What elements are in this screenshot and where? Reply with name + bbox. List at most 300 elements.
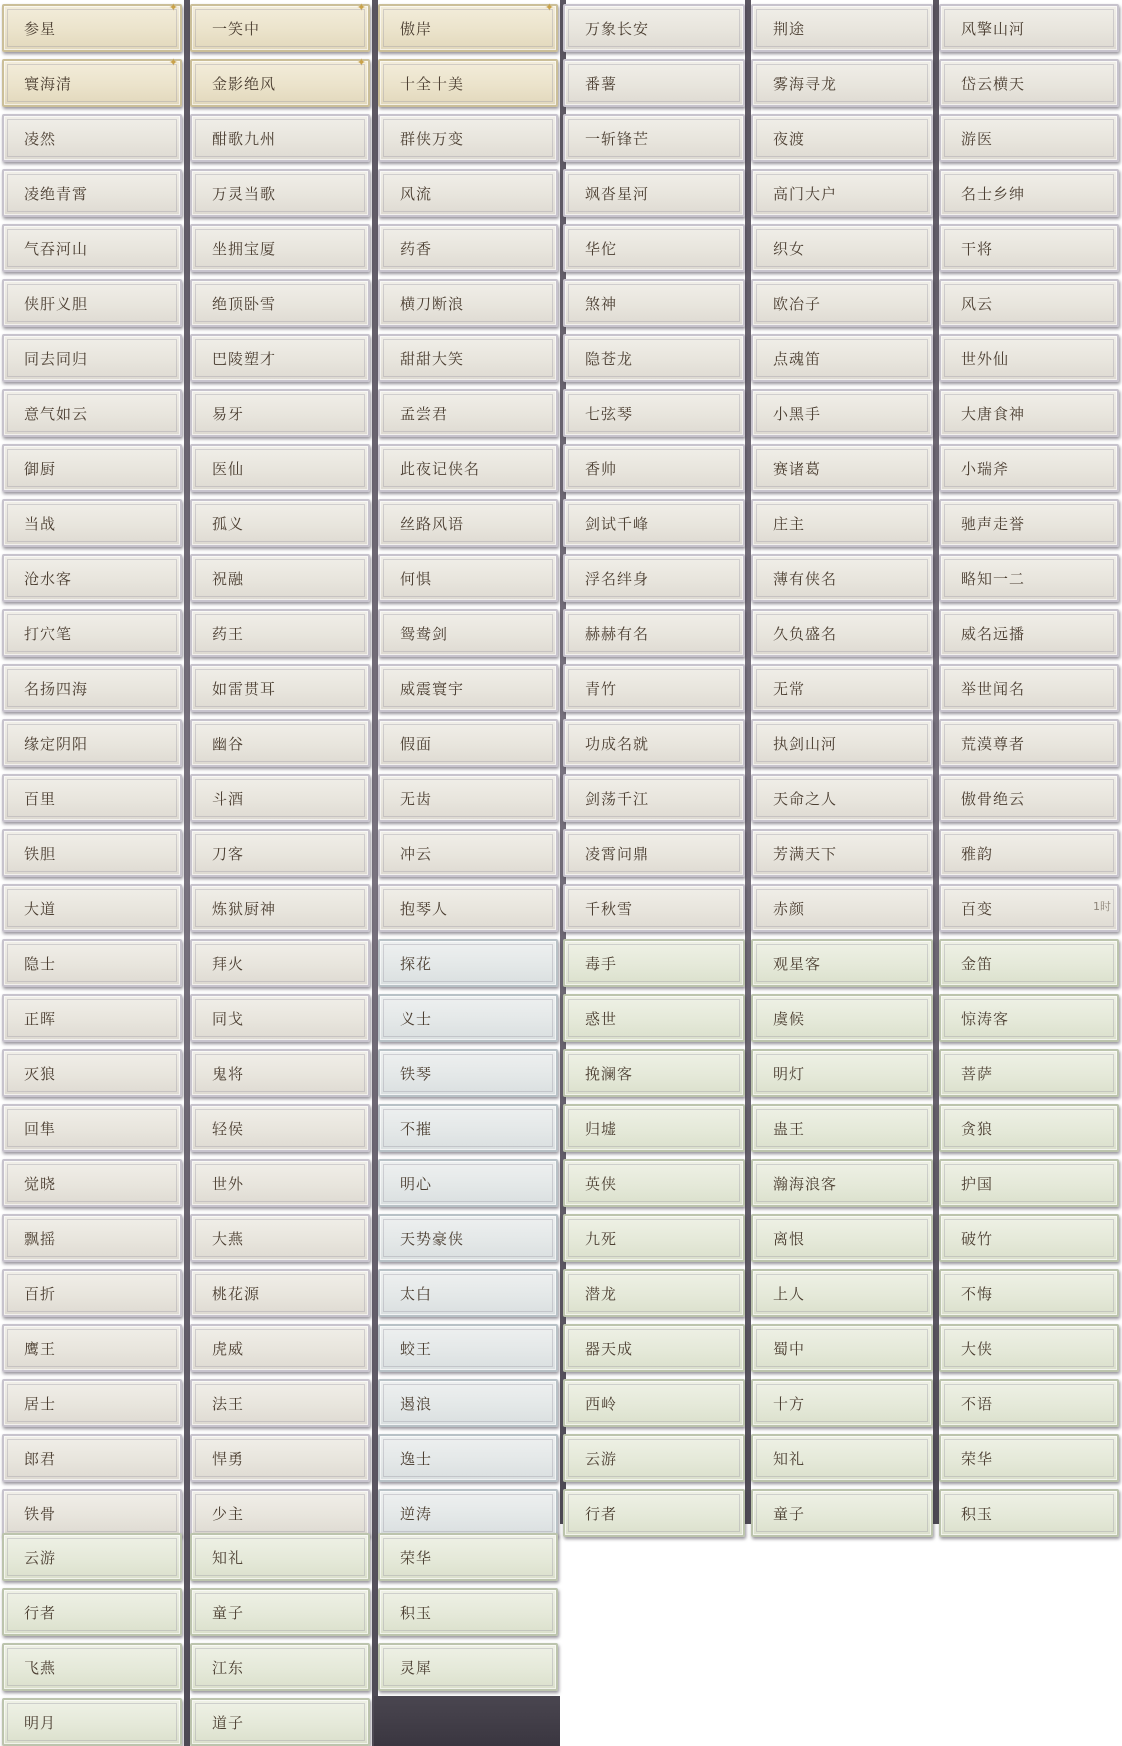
title-tile[interactable]: [751, 444, 933, 492]
title-label: 观星客: [773, 954, 822, 973]
title-tile[interactable]: [2, 1, 182, 52]
title-tile[interactable]: [2, 444, 182, 492]
title-label: 干将: [961, 239, 994, 258]
title-tile[interactable]: [2, 56, 182, 107]
title-tile[interactable]: [563, 1214, 745, 1262]
title-tile[interactable]: [190, 499, 370, 547]
title-label: 大侠: [961, 1339, 994, 1358]
title-tile[interactable]: [2, 994, 182, 1042]
title-label: 刀客: [212, 844, 245, 863]
title-label: 蜀中: [773, 1339, 806, 1358]
star-icon: ✦: [168, 56, 178, 69]
title-tile[interactable]: [378, 1588, 558, 1636]
title-label: 童子: [212, 1603, 245, 1622]
title-label: 道子: [212, 1713, 245, 1732]
title-label: 七弦琴: [585, 404, 634, 423]
title-label: 鸳鸯剑: [400, 624, 449, 643]
title-tile[interactable]: [2, 499, 182, 547]
title-label: 世外: [212, 1174, 245, 1193]
title-label: 傲骨绝云: [961, 789, 1026, 808]
title-tile[interactable]: [378, 884, 558, 932]
title-label: 驰声走誉: [961, 514, 1026, 533]
title-tile[interactable]: [751, 664, 933, 712]
title-label: 雅韵: [961, 844, 994, 863]
title-label: 点魂笛: [773, 349, 822, 368]
title-tile[interactable]: [939, 1324, 1119, 1372]
title-tile[interactable]: [2, 664, 182, 712]
title-tile[interactable]: [563, 114, 745, 162]
title-label: 药香: [400, 239, 433, 258]
title-tile[interactable]: [378, 664, 558, 712]
title-tile[interactable]: [2, 224, 182, 272]
title-tile[interactable]: [939, 444, 1119, 492]
title-label: 孤义: [212, 514, 245, 533]
title-tile[interactable]: [378, 609, 558, 657]
title-label: 觉晓: [24, 1174, 57, 1193]
title-tile[interactable]: [563, 554, 745, 602]
title-label: 灭狼: [24, 1064, 57, 1083]
title-tile[interactable]: [563, 444, 745, 492]
title-label: 桃花源: [212, 1284, 261, 1303]
title-label: 十全十美: [400, 74, 465, 93]
title-label: 酣歌九州: [212, 129, 277, 148]
title-label: 蛊王: [773, 1119, 806, 1138]
title-label: 夜渡: [773, 129, 806, 148]
title-tile[interactable]: [378, 1049, 558, 1097]
title-tile[interactable]: [563, 169, 745, 217]
title-tile[interactable]: [378, 1324, 558, 1372]
title-tile[interactable]: [378, 1533, 558, 1581]
title-tile[interactable]: [751, 994, 933, 1042]
title-label: 虞候: [773, 1009, 806, 1028]
title-tile[interactable]: [190, 664, 370, 712]
title-tile[interactable]: [939, 1214, 1119, 1262]
star-icon: ✦: [544, 1, 554, 14]
title-label: 华佗: [585, 239, 618, 258]
title-label: 剑荡千江: [585, 789, 650, 808]
title-tile[interactable]: [751, 389, 933, 437]
title-tile[interactable]: [378, 59, 558, 107]
title-tile[interactable]: [751, 1214, 933, 1262]
title-label: 易牙: [212, 404, 245, 423]
title-label: 沧水客: [24, 569, 73, 588]
title-label: 冲云: [400, 844, 433, 863]
title-tile[interactable]: [2, 169, 182, 217]
title-label: 芳满天下: [773, 844, 838, 863]
title-tile[interactable]: [2, 1643, 182, 1691]
title-label: 气吞河山: [24, 239, 89, 258]
title-tile[interactable]: [751, 1434, 933, 1482]
title-tile[interactable]: [939, 1049, 1119, 1097]
title-tile[interactable]: [2, 774, 182, 822]
title-tile[interactable]: [939, 719, 1119, 767]
title-tile[interactable]: [378, 1643, 558, 1691]
title-tile[interactable]: [190, 609, 370, 657]
title-tile[interactable]: [2, 609, 182, 657]
title-tile[interactable]: [751, 169, 933, 217]
title-label: 云游: [585, 1449, 618, 1468]
title-label: 挽澜客: [585, 1064, 634, 1083]
title-label: 坐拥宝厦: [212, 239, 277, 258]
title-tile[interactable]: [563, 884, 745, 932]
title-label: 一笑中: [212, 19, 261, 38]
title-tile[interactable]: [2, 279, 182, 327]
title-tile[interactable]: [378, 774, 558, 822]
title-tile[interactable]: [751, 939, 933, 987]
title-label: 万灵当歌: [212, 184, 277, 203]
title-label: 百里: [24, 789, 57, 808]
title-tile[interactable]: [190, 1, 370, 52]
title-label: 飒沓星河: [585, 184, 650, 203]
title-tile[interactable]: [190, 1049, 370, 1097]
title-label: 祝融: [212, 569, 245, 588]
title-label: 赛诸葛: [773, 459, 822, 478]
title-label: 剑试千峰: [585, 514, 650, 533]
title-tile[interactable]: [563, 334, 745, 382]
title-label: 功成名就: [585, 734, 650, 753]
title-tile[interactable]: [190, 389, 370, 437]
title-tile[interactable]: [939, 1269, 1119, 1317]
title-tile[interactable]: [751, 279, 933, 327]
title-tile[interactable]: [190, 444, 370, 492]
title-tile[interactable]: [563, 1049, 745, 1097]
title-label: 高门大户: [773, 184, 838, 203]
title-tile[interactable]: [751, 1269, 933, 1317]
title-tile[interactable]: [751, 59, 933, 107]
title-tile[interactable]: [751, 334, 933, 382]
title-tile[interactable]: [190, 1214, 370, 1262]
title-tile[interactable]: [2, 1159, 182, 1207]
title-tile[interactable]: [190, 1104, 370, 1152]
title-tile[interactable]: [751, 1489, 933, 1537]
title-tile[interactable]: [939, 994, 1119, 1042]
title-label: 孟尝君: [400, 404, 449, 423]
title-tile[interactable]: [190, 1643, 370, 1691]
title-label: 番薯: [585, 74, 618, 93]
title-tile[interactable]: [378, 114, 558, 162]
title-tile[interactable]: [563, 499, 745, 547]
title-tile[interactable]: [563, 719, 745, 767]
title-tile[interactable]: [563, 389, 745, 437]
title-tile[interactable]: [190, 939, 370, 987]
title-tile[interactable]: [939, 884, 1119, 932]
title-tile[interactable]: [563, 1489, 745, 1537]
title-label: 天势豪侠: [400, 1229, 465, 1248]
title-tile[interactable]: [190, 884, 370, 932]
title-tile[interactable]: [378, 499, 558, 547]
title-tile[interactable]: [751, 829, 933, 877]
title-tile[interactable]: [563, 59, 745, 107]
title-tile[interactable]: [378, 334, 558, 382]
title-tile[interactable]: [2, 334, 182, 382]
star-icon: ✦: [356, 1, 366, 14]
title-label: 幽谷: [212, 734, 245, 753]
title-tile[interactable]: [939, 774, 1119, 822]
title-tile[interactable]: [751, 499, 933, 547]
title-tile[interactable]: [563, 939, 745, 987]
title-label: 郎君: [24, 1449, 57, 1468]
title-label: 轻侯: [212, 1119, 245, 1138]
title-label: 太白: [400, 1284, 433, 1303]
title-tile[interactable]: [378, 1489, 558, 1537]
title-tile[interactable]: [378, 1159, 558, 1207]
title-label: 名扬四海: [24, 679, 89, 698]
title-label: 铁琴: [400, 1064, 433, 1083]
title-tile[interactable]: [190, 1434, 370, 1482]
title-tile[interactable]: [751, 1324, 933, 1372]
title-tile[interactable]: [751, 1104, 933, 1152]
title-tile[interactable]: [939, 1379, 1119, 1427]
title-label: 炼狱厨神: [212, 899, 277, 918]
title-label: 同戈: [212, 1009, 245, 1028]
title-tile[interactable]: [939, 554, 1119, 602]
title-label: 童子: [773, 1504, 806, 1523]
title-tile[interactable]: [378, 1434, 558, 1482]
title-label: 百折: [24, 1284, 57, 1303]
title-tile[interactable]: [751, 1159, 933, 1207]
title-label: 知礼: [773, 1449, 806, 1468]
title-label: 万象长安: [585, 19, 650, 38]
title-tile[interactable]: [190, 56, 370, 107]
title-tile[interactable]: [751, 1379, 933, 1427]
title-label: 拜火: [212, 954, 245, 973]
title-tile[interactable]: [190, 1324, 370, 1372]
title-tile[interactable]: [2, 829, 182, 877]
title-tile[interactable]: [939, 224, 1119, 272]
title-tile[interactable]: [190, 1379, 370, 1427]
title-tile[interactable]: [2, 1533, 182, 1581]
title-label: 法王: [212, 1394, 245, 1413]
title-label: 庄主: [773, 514, 806, 533]
title-tile[interactable]: [939, 334, 1119, 382]
title-tile[interactable]: [190, 1489, 370, 1537]
title-tile[interactable]: [378, 829, 558, 877]
title-label: 荒漠尊者: [961, 734, 1026, 753]
title-label: 游医: [961, 129, 994, 148]
title-label: 无常: [773, 679, 806, 698]
title-label: 小黑手: [773, 404, 822, 423]
title-tile[interactable]: [563, 829, 745, 877]
title-label: 归墟: [585, 1119, 618, 1138]
title-label: 雾海寻龙: [773, 74, 838, 93]
title-label: 参星: [24, 19, 57, 38]
title-label: 铁胆: [24, 844, 57, 863]
title-label: 器天成: [585, 1339, 634, 1358]
title-label: 惊涛客: [961, 1009, 1010, 1028]
title-label: 凌绝青霄: [24, 184, 89, 203]
title-tile[interactable]: [190, 114, 370, 162]
title-label: 赤颜: [773, 899, 806, 918]
title-tile[interactable]: [2, 1049, 182, 1097]
title-tile[interactable]: [939, 114, 1119, 162]
title-label: 寰海清: [24, 74, 73, 93]
title-tile[interactable]: [2, 1588, 182, 1636]
title-tile[interactable]: [378, 994, 558, 1042]
title-label: 大道: [24, 899, 57, 918]
title-tile[interactable]: [563, 1159, 745, 1207]
title-tile[interactable]: [190, 1159, 370, 1207]
title-tile[interactable]: [563, 224, 745, 272]
title-tile[interactable]: [190, 774, 370, 822]
title-label: 不悔: [961, 1284, 994, 1303]
title-tile[interactable]: [939, 389, 1119, 437]
title-label: 行者: [585, 1504, 618, 1523]
title-label: 薄有侠名: [773, 569, 838, 588]
title-label: 少主: [212, 1504, 245, 1523]
title-tile[interactable]: [751, 774, 933, 822]
title-label: 意气如云: [24, 404, 89, 423]
title-label: 不语: [961, 1394, 994, 1413]
title-tile[interactable]: [2, 719, 182, 767]
title-tile[interactable]: [190, 1698, 370, 1746]
title-tile[interactable]: [378, 719, 558, 767]
title-tile[interactable]: [563, 774, 745, 822]
title-tile[interactable]: [378, 444, 558, 492]
title-label: 金影绝风: [212, 74, 277, 93]
title-label: 逸士: [400, 1449, 433, 1468]
title-tile[interactable]: [378, 389, 558, 437]
title-tile[interactable]: [190, 1533, 370, 1581]
title-label: 群侠万变: [400, 129, 465, 148]
title-tile[interactable]: [563, 994, 745, 1042]
title-tile[interactable]: [939, 609, 1119, 657]
title-tile[interactable]: [2, 1489, 182, 1537]
title-tile[interactable]: [190, 334, 370, 382]
title-tile[interactable]: [2, 1269, 182, 1317]
title-label: 九死: [585, 1229, 618, 1248]
background-patch: [374, 1696, 560, 1746]
title-tile[interactable]: [2, 554, 182, 602]
title-tile[interactable]: [751, 224, 933, 272]
title-tile[interactable]: [939, 829, 1119, 877]
title-tile[interactable]: [939, 4, 1119, 52]
title-tile[interactable]: [563, 4, 745, 52]
title-tile[interactable]: [2, 1324, 182, 1372]
title-tile[interactable]: [751, 884, 933, 932]
title-tile[interactable]: [563, 1324, 745, 1372]
title-tile[interactable]: [378, 1379, 558, 1427]
title-label: 药王: [212, 624, 245, 643]
title-label: 积玉: [961, 1504, 994, 1523]
title-label: 探花: [400, 954, 433, 973]
title-tile[interactable]: [190, 1588, 370, 1636]
title-tile[interactable]: [378, 169, 558, 217]
title-label: 缘定阴阳: [24, 734, 89, 753]
title-label: 百变: [961, 899, 994, 918]
title-tile[interactable]: [563, 664, 745, 712]
title-label: 世外仙: [961, 349, 1010, 368]
title-label: 丝路风语: [400, 514, 465, 533]
title-tile[interactable]: [190, 169, 370, 217]
title-tile[interactable]: [939, 1434, 1119, 1482]
title-tile[interactable]: [378, 224, 558, 272]
title-label: 风流: [400, 184, 433, 203]
title-tile[interactable]: [378, 1214, 558, 1262]
title-tile[interactable]: [2, 1214, 182, 1262]
title-tile[interactable]: [751, 114, 933, 162]
title-tile[interactable]: [378, 939, 558, 987]
title-tile[interactable]: [190, 1269, 370, 1317]
title-tile[interactable]: [190, 554, 370, 602]
title-tile[interactable]: [2, 389, 182, 437]
title-label: 威震寰宇: [400, 679, 465, 698]
title-tile[interactable]: [939, 664, 1119, 712]
title-tile[interactable]: [939, 939, 1119, 987]
title-tile[interactable]: [751, 1049, 933, 1097]
title-label: 傲岸: [400, 19, 433, 38]
title-label: 斗酒: [212, 789, 245, 808]
title-tile[interactable]: [563, 1104, 745, 1152]
star-icon: ✦: [356, 56, 366, 69]
title-tile[interactable]: [563, 1269, 745, 1317]
title-tile[interactable]: [563, 279, 745, 327]
title-tile[interactable]: [939, 1489, 1119, 1537]
title-tile[interactable]: [751, 554, 933, 602]
title-tile[interactable]: [751, 719, 933, 767]
title-tile[interactable]: [563, 609, 745, 657]
title-tile[interactable]: [563, 1379, 745, 1427]
title-tile[interactable]: [2, 1379, 182, 1427]
title-tile[interactable]: [2, 1698, 182, 1746]
title-tile[interactable]: [378, 1269, 558, 1317]
title-label: 甜甜大笑: [400, 349, 465, 368]
title-tile[interactable]: [939, 59, 1119, 107]
title-tile[interactable]: [378, 554, 558, 602]
title-tile[interactable]: [2, 1104, 182, 1152]
title-tile[interactable]: [190, 719, 370, 767]
title-label: 居士: [24, 1394, 57, 1413]
title-label: 护国: [961, 1174, 994, 1193]
title-label: 香帅: [585, 459, 618, 478]
title-tile[interactable]: [939, 499, 1119, 547]
title-tile[interactable]: [751, 4, 933, 52]
title-tile[interactable]: [939, 1104, 1119, 1152]
title-tile[interactable]: [2, 939, 182, 987]
title-tile[interactable]: [939, 1159, 1119, 1207]
title-label: 西岭: [585, 1394, 618, 1413]
title-tile[interactable]: [378, 279, 558, 327]
title-label: 一斩锋芒: [585, 129, 650, 148]
title-tile[interactable]: [190, 279, 370, 327]
title-label: 飘摇: [24, 1229, 57, 1248]
title-tile[interactable]: [190, 829, 370, 877]
title-tile[interactable]: [2, 884, 182, 932]
title-tile[interactable]: [2, 1434, 182, 1482]
title-label: 何惧: [400, 569, 433, 588]
title-label: 遏浪: [400, 1394, 433, 1413]
title-tile[interactable]: [751, 609, 933, 657]
title-label: 此夜记侠名: [400, 459, 481, 478]
star-icon: ✦: [168, 1, 178, 14]
title-label: 天命之人: [773, 789, 838, 808]
title-tile[interactable]: [939, 279, 1119, 327]
title-label: 横刀断浪: [400, 294, 465, 313]
title-label: 医仙: [212, 459, 245, 478]
title-label: 虎威: [212, 1339, 245, 1358]
title-tile[interactable]: [2, 114, 182, 162]
title-label: 潜龙: [585, 1284, 618, 1303]
title-tile[interactable]: [939, 169, 1119, 217]
title-tile[interactable]: [563, 1434, 745, 1482]
title-tile[interactable]: [378, 1104, 558, 1152]
title-tile[interactable]: [190, 224, 370, 272]
title-label: 凌然: [24, 129, 57, 148]
title-label: 赫赫有名: [585, 624, 650, 643]
title-label: 举世闻名: [961, 679, 1026, 698]
title-label: 凌霄问鼎: [585, 844, 650, 863]
title-tile[interactable]: [378, 1, 558, 52]
title-tile[interactable]: [190, 994, 370, 1042]
